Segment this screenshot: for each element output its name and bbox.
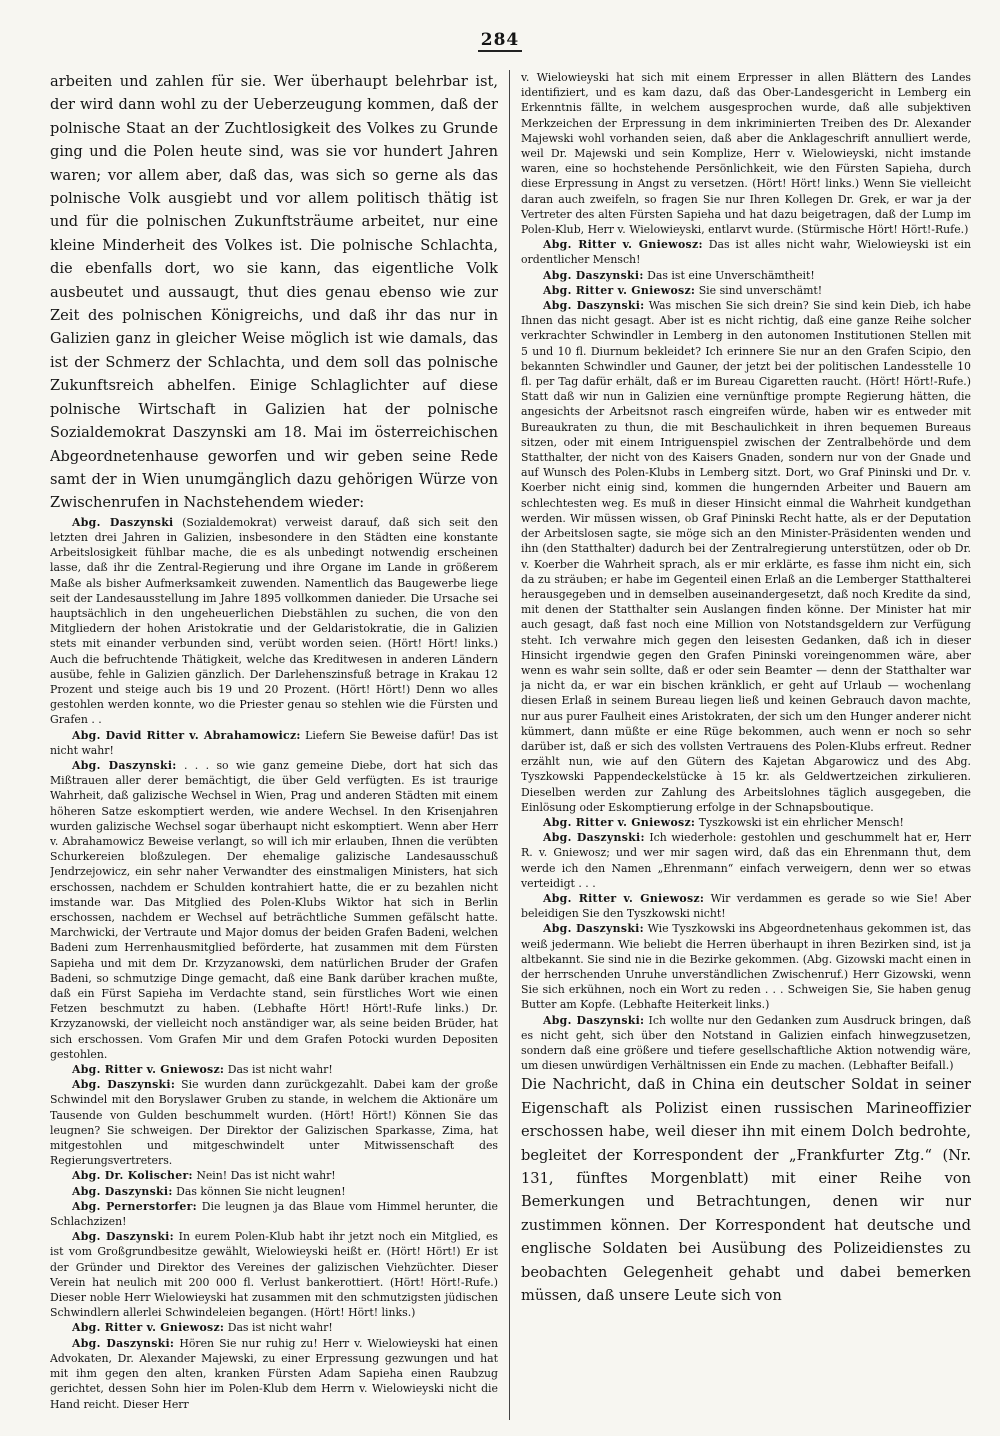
paragraph-text: Das ist nicht wahr! — [224, 1063, 333, 1077]
paragraph-text: . . . so wie ganz gemeine Diebe, dort hat sich das Mißtrauen aller derer bemächtigt, die über Geld verfügten. Es ist traurige Wahrheit, daß galizische Wechsel in Wien, Prag und anderen Städten mit einem höheren Satze eskomptiert werden, wie andere Wechsel. In den Krisenjahren wurden galizische Wechsel sogar überhaupt nicht eskomptiert. Wenn aber Herr v. Abrahamowicz Beweise verlangt, so will ich mir erlauben, Ihnen die verübten Schurkereien bloßzulegen. Der ehemalige galizische Landesausschuß Jendrzejowicz, ein sehr naher Verwandter des einstmaligen Ministers, hat sich erschossen, nachdem er Schulden kontrahiert hatte, die er zu bezahlen nicht imstande war. Das Mitglied des Polen-Klubs Wiktor hat sich in Berlin erschossen, nachdem er Wechsel auf beträchtliche Summen gefälscht hatte. Marchwicki, der Vertraute und Major domus der beiden Grafen Badeni, welchen Badeni zum Herrenhausmitglied beförderte, hat zusammen mit dem Fürsten Sapieha und mit dem Dr. Krzyzanowski, dem natürlichen Bruder der Grafen Badeni, so schmutzige Dinge gemacht, daß eine Bank darüber krachen mußte, daß ein Fürst Sapieha im Verdachte stand, sein fürstliches Wort wie einen Fetzen beschmutzt zu haben. (Lebhafte Hört! Hört!-Rufe links.) Dr. Krzyzanowski, der vielleicht noch anständiger war, als seine beiden Brüder, hat sich erschossen. Vom Grafen Mir und dem Grafen Potocki wurden Depositen gestohlen. — [50, 758, 498, 1061]
paragraph-text: Hören Sie nur ruhig zu! Herr v. Wielowieyski hat einen Advokaten, Dr. Alexander Majewski, zu einer Erpressung gezwungen und hat mit ihm gegen den alten, kranken Fürsten Adam Sapieha einen Raubzug gerichtet, dessen Sohn hier im Polen-Klub dem Herrn v. Wielowieyski nicht die Hand reicht. Dieser Herr — [50, 1336, 498, 1411]
paragraph-text: Die leugnen ja das Blaue vom Himmel herunter, die Schlachzizen! — [50, 1199, 498, 1229]
paragraph-text: Liefern Sie Beweise dafür! Das ist nicht wahr! — [50, 728, 498, 757]
speech-paragraph — [521, 815, 971, 830]
speaker-name: Abg. Ritter v. Gniewosz: — [72, 1321, 225, 1335]
speaker-name: Abg. Daszynski: — [72, 1230, 174, 1244]
speech-paragraph — [50, 728, 498, 758]
paragraph-text: Sie wurden dann zurückgezahlt. Dabei kam der große Schwindel mit den Boryslawer Gruben zu stande, in welchem die Aktionäre um Tausende von Gulden beschummelt wurden. (Hört! Hört!) Können Sie das leugnen? Sie schweigen. Der Direktor der Galizischen Sparkasse, Zima, hat mitgestohlen und mitgeschwindelt unter Mitwissenschaft des Regierungsvertreters. — [50, 1078, 498, 1168]
paragraph-text: Das ist nicht wahr! — [224, 1321, 333, 1335]
speaker-name: Abg. Pernerstorfer: — [72, 1199, 197, 1213]
article-paragraph — [50, 70, 498, 515]
paragraph-text: In eurem Polen-Klub habt ihr jetzt noch ein Mitglied, es ist vom Großgrundbesitze gewählt, Wielowieyski heißt er. (Hört! Hört!) Er ist der Gründer und Direktor des Vereines der galizischen Viehzüchter. Dieser Verein hat neulich mit 200 000 fl. Verlust bankerottiert. (Hört! Hört!-Rufe.) Dieser noble Herr Wielowieyski hat zusammen mit den schmutzigsten jüdischen Schwindlern allerlei Schwindeleien begangen. (Hört! Hört! links.) — [50, 1230, 498, 1320]
speech-paragraph — [50, 1199, 498, 1229]
speech-paragraph — [521, 283, 971, 298]
left-column — [50, 70, 498, 1426]
speaker-name: Abg. Ritter v. Gniewosz: — [543, 815, 696, 829]
speaker-name: Abg. Daszynski: — [543, 1013, 645, 1027]
paragraph-text: Das ist alles nicht wahr, Wielowieyski ist ein ordentlicher Mensch! — [521, 238, 971, 267]
paragraph-text: Das können Sie nicht leugnen! — [172, 1184, 346, 1198]
speaker-name: Abg. Daszynski: — [543, 831, 645, 845]
paragraph-text: Ich wollte nur den Gedanken zum Ausdruck bringen, daß es nicht geht, sich über den Notstand in Galizien einfach hinwegzusetzen, sondern daß eine größere und tiefere gesellschaftliche Aktion notwendig wäre, um diesen unwürdigen Verhältnissen ein Ende zu machen. (Lebhafter Beifall.) — [521, 1013, 971, 1073]
speaker-name: Abg. Daszynski — [72, 515, 174, 529]
speech-paragraph — [50, 515, 498, 728]
speech-paragraph — [50, 758, 498, 1062]
speech-paragraph — [521, 298, 971, 815]
speech-paragraph — [521, 268, 971, 283]
article-paragraph — [521, 1073, 971, 1307]
speaker-name: Abg. Daszynski: — [72, 1184, 173, 1198]
speech-paragraph — [521, 830, 971, 891]
speech-paragraph — [521, 891, 971, 921]
paragraph-text: v. Wielowieyski hat sich mit einem Erpresser in allen Blättern des Landes identifiziert, und es kam dazu, daß das Ober-Landesgericht in Lemberg ein Erkenntnis fällte, in welchem ausgesprochen wurde, daß alle subjektiven Merkzeichen der Erpressung in dem inkriminierten Treiben des Dr. Alexander Majewski wohl vorhanden seien, daß aber die Anklageschrift annulliert werde, weil Dr. Majewski und sein Komplize, Herr v. Wielowieyski, nicht imstande waren, eine so hochstehende Persönlichkeit, wie den Fürsten Sapieha, durch diese Erpressung in Angst zu versetzen. (Hört! Hört! links.) Wenn Sie vielleicht daran auch zweifeln, so fragen Sie nur Ihren Kollegen Dr. Grek, er war ja der Vertreter des alten Fürsten Sapieha und hat dazu beigetragen, daß der Lump im Polen-Klub, Herr v. Wielowieyski, entlarvt wurde. (Stürmische Hört! Hört!-Rufe.) — [521, 71, 971, 237]
speaker-name: Abg. Ritter v. Gniewosz: — [543, 238, 703, 252]
article-paragraph — [521, 70, 971, 237]
speech-paragraph — [50, 1184, 498, 1199]
speaker-name: Abg. Daszynski: — [543, 268, 644, 282]
paragraph-text: Ich wiederhole: gestohlen und geschummelt hat er, Herr R. v. Gniewosz; und wer mir sagen wird, daß das ein Ehrenmann thut, dem werde ich den Namen „Ehrenmann“ einfach verweigern, denn wer so etwas verteidigt . . . — [521, 831, 971, 890]
paragraph-text: Die Nachricht, daß in China ein deutscher Soldat in seiner Eigenschaft als Polizist einen russischen Marineoffizier erschossen habe, weil dieser ihn mit einem Dolch bedrohte, begleitet der Korrespondent der „Frankfurter Ztg.“ (Nr. 131, fünftes Morgenblatt) mit einer Reihe von Bemerkungen und Betrachtungen, denen wir nur zustimmen können. Der Korrespondent hat deutsche und englische Soldaten bei Ausübung des Polizeidienstes zu beobachten Gelegenheit gehabt und dabei bemerken müssen, daß unsere Leute sich von — [521, 1076, 971, 1305]
paragraph-text: Nein! Das ist nicht wahr! — [192, 1169, 336, 1183]
page-number: 284 — [0, 30, 1000, 50]
speech-paragraph — [50, 1062, 498, 1077]
speech-paragraph — [50, 1229, 498, 1320]
paragraph-text: Wie Tyszkowski ins Abgeordnetenhaus gekommen ist, das weiß jedermann. Wie beliebt die Herren überhaupt in ihren Bezirken sind, ist ja altbekannt. Sie sind nie in die Bezirke gekommen. (Abg. Gizowski macht einen in der herrschenden Unruhe unverständlichen Zwischenruf.) Herr Gizowski, wenn Sie sich erkühnen, noch ein Wort zu reden . . . Schweigen Sie, Sie haben genug Butter am Kopfe. (Lebhafte Heiterkeit links.) — [521, 922, 971, 1012]
speaker-name: Abg. Ritter v. Gniewosz: — [72, 1063, 225, 1077]
speaker-name: Abg. Daszynski: — [543, 922, 644, 936]
speech-paragraph — [521, 921, 971, 1012]
paragraph-text: arbeiten und zahlen für sie. Wer überhaupt belehrbar ist, der wird dann wohl zu der Ueberzeugung kommen, daß der polnische Staat an der Zuchtlosigkeit des Volkes zu Grunde ging und die Polen heute sind, was sie vor hundert Jahren waren; vor allem aber, daß das, was sich so gerne als das polnische Volk ausgiebt und vor allem politisch thätig ist und für die polnischen Zukunftsträume arbeitet, nur eine kleine Minderheit des Volkes ist. Die polnische Schlachta, die ebenfalls dort, wo sie kann, das eigentliche Volk ausbeutet und aussaugt, thut dies genau ebenso wie zur Zeit des polnischen Königreichs, und daß ihr das nur in Galizien ganz in gleicher Weise möglich ist wie damals, das ist der Schmerz der Schlachta, und dem soll das polnische Zukunftsreich abhelfen. Einige Schlaglichter auf diese polnische Wirtschaft in Galizien hat der polnische Sozialdemokrat Daszynski am 18. Mai im österreichischen Abgeordnetenhause geworfen und wir geben seine Rede samt der in Wien unumgänglich dazu gehörigen Würze von Zwischenrufen in Nachstehendem wieder: — [50, 73, 498, 512]
paragraph-text: Tyszkowski ist ein ehrlicher Mensch! — [695, 815, 904, 829]
speaker-name: Abg. Dr. Kolischer: — [72, 1169, 193, 1183]
speech-paragraph — [521, 1013, 971, 1074]
speech-paragraph — [521, 237, 971, 267]
right-column — [521, 70, 971, 1426]
paragraph-text: Das ist eine Unverschämtheit! — [643, 268, 815, 282]
speech-paragraph — [50, 1320, 498, 1335]
speaker-name: Abg. Daszynski: — [72, 1336, 175, 1350]
speech-paragraph — [50, 1336, 498, 1412]
speaker-name: Abg. Daszynski: — [72, 758, 177, 772]
paragraph-text: Sie sind unverschämt! — [695, 283, 823, 297]
speaker-name: Abg. Daszynski: — [72, 1078, 176, 1092]
speaker-name: Abg. Ritter v. Gniewosz: — [543, 283, 696, 297]
paragraph-text: Was mischen Sie sich drein? Sie sind kein Dieb, ich habe Ihnen das nicht gesagt. Aber ist es nicht richtig, daß eine ganze Reihe solcher verkrachter Schwindler in Lemberg in den autonomen Institutionen Stellen mit 5 und 10 fl. Diurnum bekleidet? Ich erinnere Sie nur an den Grafen Scipio, den bekannten Schwindler und Gauner, der jetzt bei der politischen Landesstelle 10 fl. per Tag dafür erhält, daß er im Bureau Cigaretten raucht. (Hört! Hört!-Rufe.) Statt daß wir nun in Galizien eine vernünftige prompte Regierung hätten, die angesichts der Arbeitsnot rasch eingreifen würde, haben wir es entweder mit Bureaukraten zu thun, die mit Beschaulichkeit in ihren bequemen Bureaus sitzen, oder mit einem Intriguenspiel zwischen der Zentralbehörde und dem Statthalter, der nicht von des Kaisers Gnaden, sondern nur von der Gnade und auf Wunsch des Polen-Klubs in Lemberg sitzt. Dort, wo Graf Pininski und Dr. v. Koerber nicht einig sind, kommen die hungernden Arbeiter und Bauern am schlechtesten weg. Es muß in dieser Hinsicht einmal die Wahrheit kundgethan werden. Wir müssen wissen, ob Graf Pininski Recht hatte, als er der Deputation der Arbeitslosen sagte, sie möge sich an den Minister-Präsidenten wenden und ihn (den Statthalter) dadurch bei der Zentralregierung unterstützen, oder ob Dr. v. Koerber die Wahrheit sprach, als er mir erklärte, es fasse ihm nicht ein, sich da zu sträuben; er habe im Gegenteil einen Erlaß an die Lemberger Statthalterei herausgegeben und in demselben auseinandergesetzt, daß noch Kredite da sind, mit denen der Statthalter sein Auslangen finden könne. Der Minister hat mir auch gesagt, daß fast noch eine Million von Notstandsgeldern zur Verfügung steht. Ich verwahre mich gegen den leisesten Gedanken, daß ich in dieser Hinsicht irgendwie gegen den Grafen Pininski voreingenommen wäre, aber wenn es wahr sein sollte, daß er oder sein Beamter — denn der Statthalter war ja nicht da, er war ein bischen kränklich, er geht auf Urlaub — wochenlang diesen Erlaß in seinem Bureau liegen ließ und keinen Gebrauch davon machte, nur aus purer Faulheit eines Aristokraten, der sich um den Hunger anderer nicht kümmert, dann müßte er eine Rüge bekommen, auch wenn er noch so sehr darüber ist, daß er sich des vollsten Vertrauens des Polen-Klubs erfreut. Redner erzählt nun, wie auf den Gütern des Kajetan Abgarowicz und des Abg. Tyszkowski Pappendeckelstücke à 15 kr. als Geldwertzeichen zirkulieren. Dieselben werden zur Zahlung des Arbeitslohnes täglich ausgegeben, die Einlösung oder Eskomptierung erfolge in der Schnapsboutique. — [521, 299, 971, 814]
speech-paragraph — [50, 1077, 498, 1168]
speech-paragraph — [50, 1168, 498, 1183]
speaker-name: Abg. David Ritter v. Abrahamowicz: — [72, 728, 301, 742]
column-rule — [509, 70, 510, 1420]
speaker-name: Abg. Daszynski: — [543, 299, 645, 313]
speaker-name: Abg. Ritter v. Gniewosz: — [543, 891, 705, 905]
paragraph-text: Wir verdammen es gerade so wie Sie! Aber beleidigen Sie den Tyszkowski nicht! — [521, 891, 971, 921]
paragraph-text: (Sozialdemokrat) verweist darauf, daß sich seit den letzten drei Jahren in Galizien, insbesondere in den Städten eine konstante Arbeitslosigkeit fühlbar mache, die es als unbedingt notwendig erscheinen lasse, daß ihr die Zentral-Regierung und ihre Organe im Lande in größerem Maße als bisher Aufmerksamkeit zuwenden. Namentlich das Baugewerbe liege seit der Landesausstellung im Jahre 1895 vollkommen danieder. Die Ursache sei hauptsächlich in den ungeheuerlichen Diebstählen zu suchen, die von den Mitgliedern der hohen Aristokratie und der Geldaristokratie, die in Galizien stets mit einander verbunden sind, verübt worden seien. (Hört! Hört! links.) Auch die befruchtende Thätigkeit, welche das Kreditwesen in anderen Ländern ausübe, fehle in Galizien gänzlich. Der Darlehenszinsfuß betrage in Krakau 12 Prozent und steige auch bis 19 und 20 Prozent. (Hört! Hört!) Denn wo alles gestohlen werden konnte, wo die Priester genau so stehlen wie die Fürsten und Grafen . . — [50, 515, 498, 727]
